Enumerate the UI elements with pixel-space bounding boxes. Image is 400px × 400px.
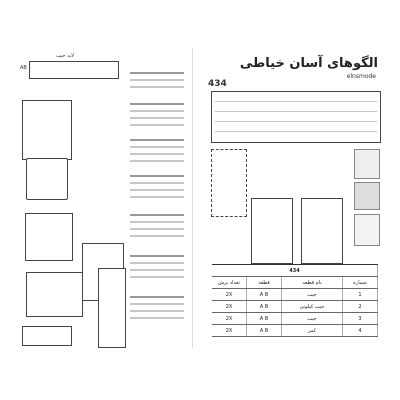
instruction-line-24 [130, 296, 184, 298]
instruction-line-6 [130, 117, 184, 119]
fabric-swatch-3 [354, 214, 380, 246]
instruction-line-17 [130, 221, 184, 223]
header-number: شماره [343, 277, 378, 288]
table-row [212, 301, 378, 313]
instruction-line-22 [130, 269, 184, 271]
instruction-line-8 [130, 139, 184, 141]
pattern-code: AB [20, 65, 27, 71]
instruction-line-11 [130, 160, 184, 162]
cell-count: 2X [212, 289, 247, 300]
pattern-number: 434 [208, 79, 227, 89]
instruction-line-27 [130, 317, 184, 319]
cell-count: 2X [212, 325, 247, 336]
cell-part: A B [247, 301, 282, 312]
chart-line-4 [215, 131, 377, 132]
pocket-sketch-2 [25, 213, 73, 261]
header-count: تعداد برش [212, 277, 247, 288]
instruction-line-14 [130, 189, 184, 191]
instruction-line-2 [130, 79, 184, 81]
jeans-waist-sketch [26, 272, 83, 317]
pocket-sketch-1 [26, 158, 68, 200]
instruction-line-16 [130, 214, 184, 216]
table-title: 434 [212, 265, 378, 276]
right-pattern-page [203, 48, 388, 348]
brand-logo: elnsmode [346, 73, 376, 80]
cell-part: A B [247, 289, 282, 300]
long-pant-sketch [98, 268, 126, 348]
cell-part: A B [247, 325, 282, 336]
instruction-line-9 [130, 146, 184, 148]
fabric-swatch-1 [354, 149, 380, 179]
chart-line-2 [215, 111, 377, 112]
cell-part: A B [247, 313, 282, 324]
instruction-line-26 [130, 310, 184, 312]
fabric-sketch-1 [211, 149, 247, 217]
table-row [212, 325, 378, 337]
pocket-lining-label: لایه جیب [56, 53, 75, 59]
pants-back-drawing [301, 198, 343, 264]
header-part: قطعه [247, 277, 282, 288]
instruction-line-7 [130, 124, 184, 126]
cell-name: کمر [282, 325, 343, 336]
cell-name: جیب کیلوتی [282, 301, 343, 312]
instruction-line-4 [130, 103, 184, 105]
instruction-line-20 [130, 255, 184, 257]
instruction-line-25 [130, 303, 184, 305]
instruction-line-13 [130, 182, 184, 184]
pants-front-drawing [251, 198, 293, 264]
cutting-table [212, 264, 378, 337]
instruction-line-19 [130, 235, 184, 237]
instruction-line-18 [130, 228, 184, 230]
pocket-lining-strip [29, 61, 119, 79]
left-pattern-page [18, 48, 193, 348]
chart-line-3 [215, 121, 377, 122]
cell-number: 4 [343, 325, 378, 336]
table-title-row [212, 265, 378, 277]
instruction-line-1 [130, 72, 184, 74]
table-row [212, 289, 378, 301]
fabric-swatch-2 [354, 182, 380, 210]
cell-count: 2X [212, 313, 247, 324]
instruction-line-23 [130, 276, 184, 278]
cell-number: 1 [343, 289, 378, 300]
size-chart [211, 91, 381, 143]
jeans-pocket-sketch [22, 326, 72, 346]
table-row [212, 313, 378, 325]
instruction-line-12 [130, 175, 184, 177]
cell-number: 2 [343, 301, 378, 312]
header-name: نام قطعه [282, 277, 343, 288]
cell-name: جیب [282, 289, 343, 300]
instruction-line-15 [130, 196, 184, 198]
instruction-line-3 [130, 86, 184, 88]
pants-top-sketch-1 [22, 100, 72, 160]
instruction-line-10 [130, 153, 184, 155]
cell-name: جیب [282, 313, 343, 324]
cell-count: 2X [212, 301, 247, 312]
chart-line-1 [215, 101, 377, 102]
instruction-line-5 [130, 110, 184, 112]
cell-number: 3 [343, 313, 378, 324]
table-header-row [212, 277, 378, 289]
page-title: الگوهای آسان خیاطی [239, 56, 378, 71]
instruction-line-21 [130, 262, 184, 264]
